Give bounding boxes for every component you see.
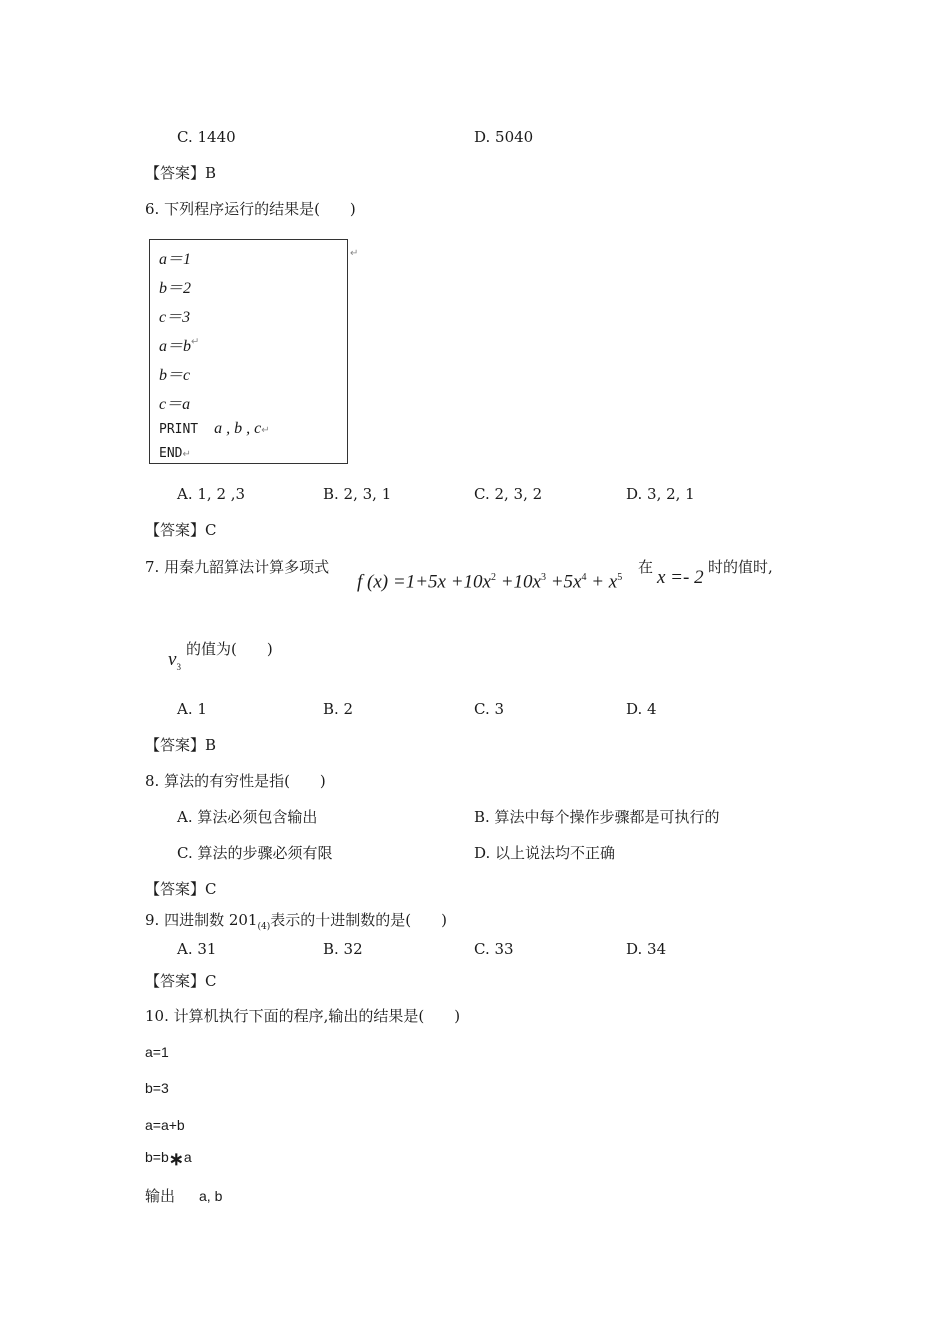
exponent: 3 [540,572,546,583]
print-keyword: PRINT [159,422,199,437]
formula-part: +10x [495,571,541,593]
star-icon: ∗ [168,1149,184,1169]
return-mark-icon: ↵ [191,336,200,348]
q8-option-b: B. 算法中每个操作步骤都是可执行的 [474,808,720,826]
q9-stem-pre: 9. 四进制数 201 [145,911,258,929]
q6-option-d: D. 3, 2, 1 [626,485,695,503]
q7-stem-post: 时的值时, [708,558,773,576]
line4-post: a [183,1149,192,1165]
q8-option-a: A. 算法必须包含输出 [177,808,318,826]
q8-answer: 【答案】C [145,880,217,898]
return-mark-icon: ↵ [350,248,359,259]
code-text: a＝b [159,338,192,355]
q10-code-line: a=a+b [145,1117,185,1133]
q9-answer: 【答案】C [145,972,217,990]
q5-option-d: D. 5040 [474,128,534,146]
q10-code-line: a=1 [145,1044,169,1060]
return-mark-icon: ↵ [261,425,270,436]
q6-code-box [149,239,348,464]
q10-code-line [145,1147,192,1169]
code-line: c＝a [159,396,191,413]
q6-answer: 【答案】C [145,521,217,539]
q7-option-c: C. 3 [474,700,505,718]
formula-part: +5x [545,571,582,593]
code-line: c＝3 [159,309,191,326]
q10-code-line: b=3 [145,1080,169,1096]
end-keyword: END [159,446,183,461]
q6-stem: 6. 下列程序运行的结果是( ) [145,200,356,218]
exponent: 5 [617,572,623,583]
q6-option-c: C. 2, 3, 2 [474,485,543,503]
code-line: b＝2 [159,280,192,297]
exponent: 2 [490,572,496,583]
return-mark-icon: ↵ [182,449,191,460]
q5-answer: 【答案】B [145,164,217,182]
q5-option-c: C. 1440 [177,128,236,146]
q9-option-b: B. 32 [323,940,363,958]
q7-condition: x =- 2 [657,567,704,588]
q7-stem-pre: 7. 用秦九韶算法计算多项式 [145,558,330,576]
q7-answer: 【答案】B [145,736,217,754]
output-keyword: 输出 [145,1187,176,1205]
q9-stem [145,910,447,937]
formula-part: f (x) =1+5x +10x [357,571,491,593]
q9-option-c: C. 33 [474,940,514,958]
v-symbol: v [168,649,177,670]
q7-option-d: D. 4 [626,700,657,718]
exponent: 4 [581,572,587,583]
output-args: a, b [199,1188,223,1204]
v-subscript: 3 [176,661,181,672]
q9-option-d: D. 34 [626,940,667,958]
q10-stem: 10. 计算机执行下面的程序,输出的结果是( ) [145,1007,461,1025]
q7-word-at: 在 [638,558,654,576]
q7-option-b: B. 2 [323,700,354,718]
q6-option-a: A. 1, 2 ,3 [177,485,246,503]
q6-option-b: B. 2, 3, 1 [323,485,392,503]
code-line-print [159,420,270,438]
q8-option-c: C. 算法的步骤必须有限 [177,844,333,862]
q9-base-subscript: (4) [257,922,271,932]
q8-stem: 8. 算法的有穷性是指( ) [145,772,326,790]
q10-output-line [145,1186,222,1206]
code-line: a＝1 [159,251,192,268]
q7-polynomial [357,566,622,594]
q9-option-a: A. 31 [177,940,217,958]
print-args: a , b , c [214,420,262,437]
line4-pre: b=b [145,1149,169,1165]
code-line-end [159,444,191,462]
q8-option-d: D. 以上说法均不正确 [474,844,616,862]
q7-option-a: A. 1 [177,700,207,718]
code-line [159,333,199,356]
code-line: b＝c [159,367,191,384]
q7-line2: 的值为( ) [186,640,273,658]
q9-stem-post: 表示的十进制数的是( ) [270,911,447,929]
formula-part: + x [586,571,618,593]
q7-v3 [168,648,181,679]
